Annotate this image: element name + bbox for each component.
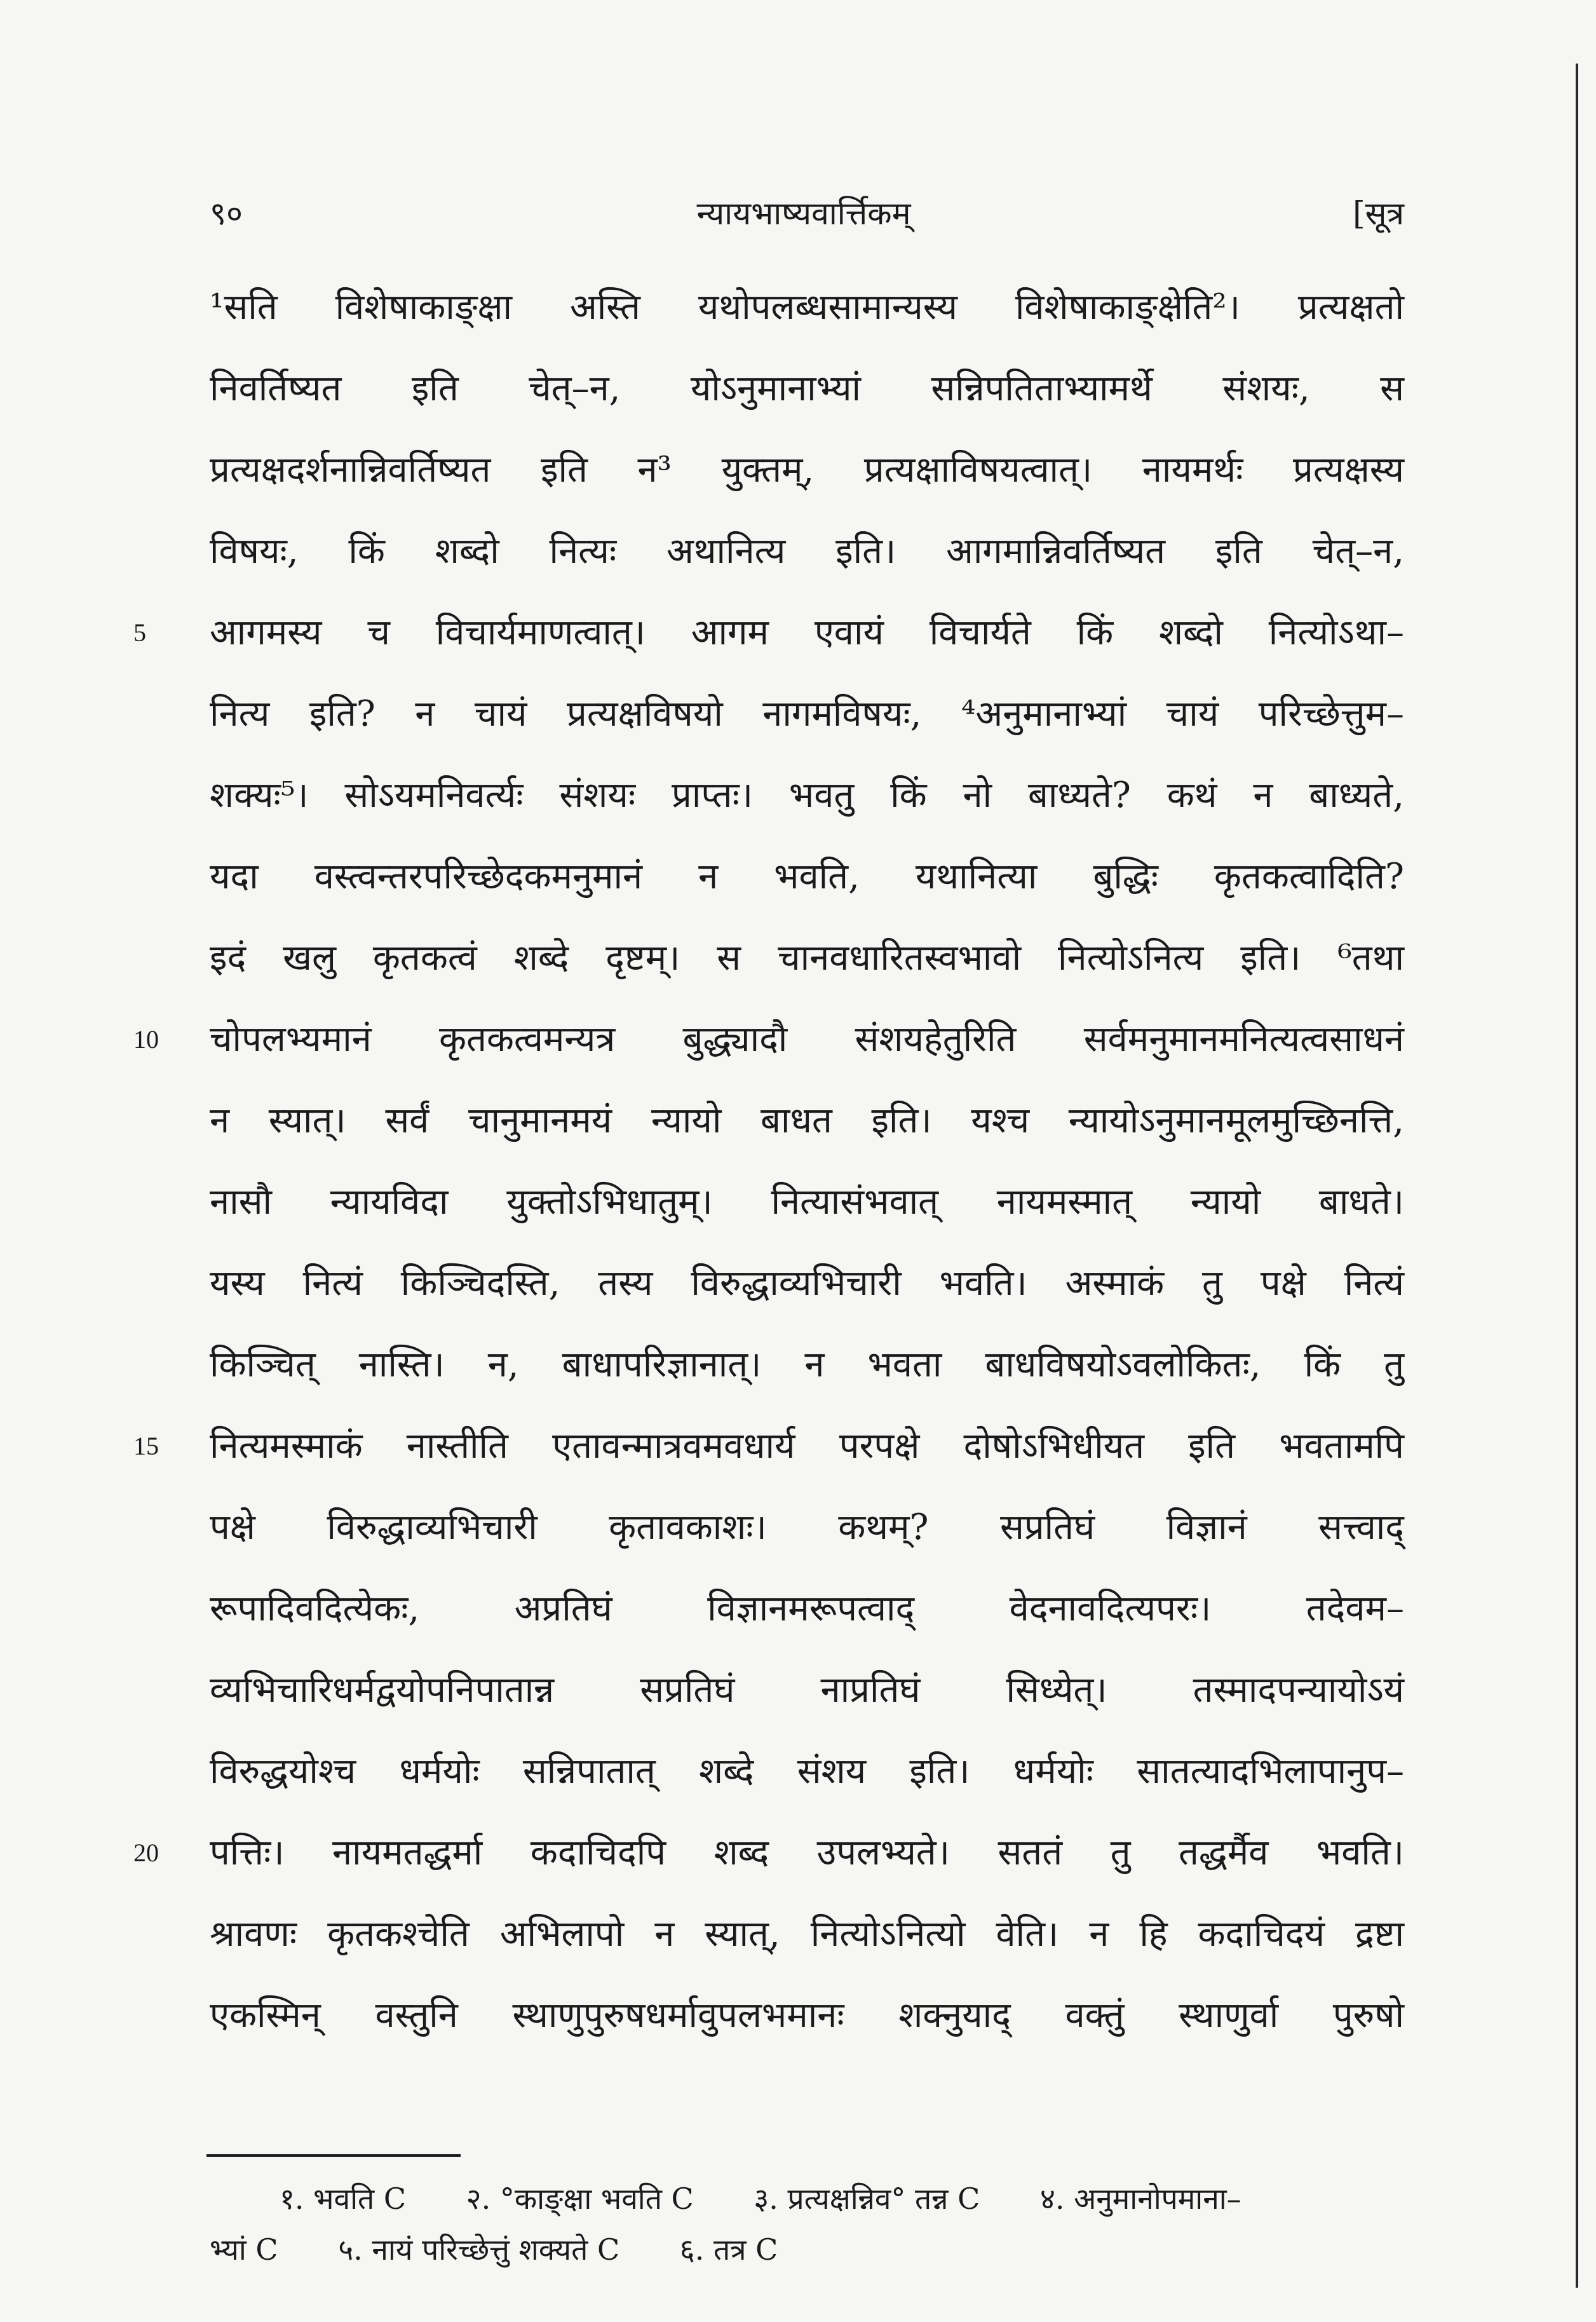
text-line [210,1162,1404,1243]
line-text: नित्य इति? न चायं प्रत्यक्षविषयो नागमविषयः, ⁴अनुमानाभ्यां चायं परिच्छेत्तुम– [210,693,1404,735]
text-line [133,1812,1404,1894]
text-line [210,674,1404,755]
line-text: एकस्मिन् वस्तुनि स्थाणुपुरुषधर्मावुपलभमानः शक्नुयाद् वक्तुं स्थाणुर्वा पुरुषो [210,1995,1404,2036]
line-text: यस्य नित्यं किञ्चिदस्ति, तस्य विरुद्धाव्यभिचारी भवति। अस्माकं तु पक्षे नित्यं [210,1263,1404,1304]
line-text: नासौ न्यायविदा युक्तोऽभिधातुम्। नित्यासंभवात् नायमस्मात् न्यायो बाधते। [210,1181,1404,1223]
text-line [133,592,1404,674]
line-text: प्रत्यक्षदर्शनान्निवर्तिष्यत इति न³ युक्तम्, प्रत्यक्षाविषयत्वात्। नायमर्थः प्रत्यक्षस्य [210,449,1404,491]
section-marker: [सूत्र [1353,195,1404,232]
line-text: व्यभिचारिधर्मद्वयोपनिपातान्न सप्रतिघं नाप्रतिघं सिध्येत्। तस्मादपन्यायोऽयं [210,1669,1404,1711]
line-text: न स्यात्। सर्वं चानुमानमयं न्यायो बाधत इति। यश्च न्यायोऽनुमानमूलमुच्छिनत्ति, [210,1100,1404,1141]
text-line [210,267,1404,348]
text-line [210,836,1404,918]
footnote: भ्यां C [210,2232,278,2267]
line-text: ¹सति विशेषाकाङ्क्षा अस्ति यथोपलब्धसामान्यस्य विशेषाकाङ्क्षेति²। प्रत्यक्षतो [210,287,1404,328]
line-text: चोपलभ्यमानं कृतकत्वमन्यत्र बुद्ध्यादौ संशयहेतुरिति सर्वमनुमानमनित्यत्वसाधनं [210,1019,1404,1060]
text-line [210,755,1404,836]
line-text: पत्तिः। नायमतद्धर्मा कदाचिदपि शब्द उपलभ्यते। सततं तु तद्धर्मैव भवति। [210,1832,1404,1873]
footnote: ५. नायं परिच्छेत्तुं शक्यते C [338,2232,620,2267]
text-line [210,430,1404,511]
running-title: न्यायभाष्यवार्त्तिकम् [696,195,911,232]
line-text: नित्यमस्माकं नास्तीति एतावन्मात्रवमवधार्य परपक्षे दोषोऽभिधीयत इति भवतामपि [210,1425,1404,1467]
line-number: 15 [133,1432,159,1460]
line-text: पक्षे विरुद्धाव्यभिचारी कृतावकाशः। कथम्? सप्रतिघं विज्ञानं सत्त्वाद् [210,1507,1404,1548]
text-line [210,1243,1404,1324]
footnote: ३. प्रत्यक्षन्निव° तन्न C [754,2182,980,2216]
page-header [203,191,1404,241]
text-line [210,1487,1404,1568]
line-text: श्रावणः कृतकश्चेति अभिलापो न स्यात्, नित्योऽनित्यो वेति। न हि कदाचिदयं द्रष्टा [210,1913,1404,1955]
line-text: किञ्चित् नास्ति। न, बाधापरिज्ञानात्। न भवता बाधविषयोऽवलोकितः, किं तु [210,1344,1404,1385]
line-text: यदा वस्त्वन्तरपरिच्छेदकमनुमानं न भवति, यथानित्या बुद्धिः कृतकत्वादिति? [210,856,1404,897]
text-line [210,918,1404,999]
text-line [133,999,1404,1080]
text-line [210,511,1404,592]
line-number: 5 [133,618,146,647]
text-line [210,1080,1404,1162]
text-line [210,1324,1404,1406]
footnote-line [210,2173,1404,2224]
page-number: ९० [210,195,243,232]
text-line [210,348,1404,430]
line-text: आगमस्य च विचार्यमाणत्वात्। आगम एवायं विचार्यते किं शब्दो नित्योऽथा– [210,612,1404,653]
line-text: विरुद्धयोश्च धर्मयोः सन्निपातात् शब्दे संशय इति। धर्मयोः सातत्यादभिलापानुप– [210,1751,1404,1792]
line-text: विषयः, किं शब्दो नित्यः अथानित्य इति। आगमान्निवर्तिष्यत इति चेत्–न, [210,531,1404,572]
footnote: २. °काङ्क्षा भवति C [466,2182,694,2216]
text-line [133,1406,1404,1487]
line-text: इदं खलु कृतकत्वं शब्दे दृष्टम्। स चानवधारितस्वभावो नित्योऽनित्य इति। ⁶तथा [210,937,1404,979]
line-text: रूपादिवदित्येकः, अप्रतिघं विज्ञानमरूपत्वाद् वेदनावदित्यपरः। तदेवम– [210,1588,1404,1629]
text-line [210,1568,1404,1650]
text-line [210,1650,1404,1731]
line-text: निवर्तिष्यत इति चेत्–न, योऽनुमानाभ्यां सन्निपतिताभ्यामर्थे संशयः, स [210,368,1404,409]
text-line [210,1975,1404,2056]
text-line [210,1894,1404,1975]
text-line [210,1731,1404,1812]
footnote: १. भवति C [280,2182,407,2216]
line-number: 10 [133,1025,159,1054]
footnote-line [210,2224,1404,2275]
line-text: शक्यः⁵। सोऽयमनिवर्त्यः संशयः प्राप्तः। भवतु किं नो बाध्यते? कथं न बाध्यते, [210,775,1404,816]
body-text [133,267,1404,2056]
footnote-rule [206,2154,461,2157]
footnotes [210,2173,1404,2275]
page-edge-line [1576,64,1578,2288]
line-number: 20 [133,1838,159,1867]
footnote: ६. तत्र C [679,2232,778,2267]
footnote: ४. अनुमानोपमाना– [1039,2182,1241,2216]
